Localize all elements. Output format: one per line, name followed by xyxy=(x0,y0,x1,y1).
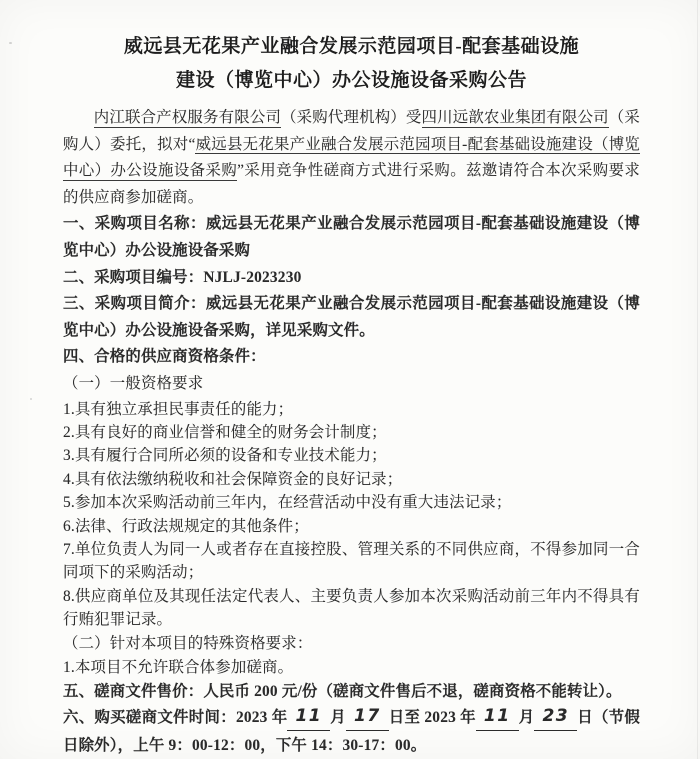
text-run: 3.具有履行合同所必须的设备和专业技术能力； xyxy=(63,447,387,465)
document-title xyxy=(63,30,640,98)
handwritten-number: 11 xyxy=(476,703,519,731)
underlined-text: 四川远歆农业集团有限公司 xyxy=(421,109,609,126)
requirement-2 xyxy=(63,421,640,444)
text-run: 月 xyxy=(518,709,535,727)
scan-speck-icon xyxy=(9,42,12,44)
requirement-3 xyxy=(63,444,640,467)
text-run: （采购代理机构）受 xyxy=(281,109,422,126)
section-2-project-number xyxy=(63,265,640,292)
section-1-project-name xyxy=(63,211,640,264)
text-run: 4.具有依法缴纳税收和社会保障资金的良好记录； xyxy=(63,470,403,488)
requirement-8 xyxy=(63,585,640,632)
special-qualification-heading xyxy=(63,632,640,656)
section-5-document-price xyxy=(63,680,640,704)
text-run: 月 xyxy=(330,709,346,727)
handwritten-number: 23 xyxy=(534,703,577,731)
section-4-qualification xyxy=(63,344,640,371)
text-run: 1.具有独立承担民事责任的能力； xyxy=(63,400,294,418)
general-qualification-heading xyxy=(63,371,640,398)
text-run: 六、购买磋商文件时间：2023 年 xyxy=(63,709,288,727)
text-run: 一、采购项目名称：威远县无花果产业融合发展示范园项目-配套基础设施建设（博览中心）办公设施设备采购 xyxy=(63,215,640,259)
text-run: 6.法律、行政法规规定的其他条件； xyxy=(63,517,309,535)
requirement-6 xyxy=(63,515,640,538)
title-line-2: 建设（博览中心）办公设施设备采购公告 xyxy=(175,70,527,91)
text-run: （采购人）委托，拟对“ xyxy=(63,109,640,153)
text-run: 五、磋商文件售价：人民币 200 元/份（磋商文件售后不退，磋商资格不能转让）。 xyxy=(63,683,622,700)
text-run: 2.具有良好的商业信誉和健全的财务会计制度； xyxy=(63,423,387,441)
section-6-purchase-time xyxy=(63,704,640,759)
requirement-1 xyxy=(63,398,640,421)
title-line-1: 威远县无花果产业融合发展示范园项目-配套基础设施 xyxy=(123,36,580,57)
text-run: 1.本项目不允许联合体参加磋商。 xyxy=(63,658,294,676)
text-run: 日至 2023 年 xyxy=(388,709,476,727)
scan-speck-icon xyxy=(30,398,32,400)
intro-paragraph xyxy=(63,105,640,211)
text-run: （一）一般资格要求 xyxy=(63,374,204,392)
text-run: （二）针对本项目的特殊资格要求： xyxy=(63,634,313,652)
text-run: ”采用竞争性磋商方式进行采购。兹邀请符合本次采购要求的供应商参加磋商。 xyxy=(63,162,640,206)
text-run: 7.单位负责人为同一人或者存在直接控股、管理关系的不同供应商，不得参加同一合同项下的采购活动； xyxy=(63,540,640,582)
text-run: 8.供应商单位及其现任法定代表人、主要负责人参加本次采购活动前三年内不得具有行贿犯罪记录。 xyxy=(63,587,640,629)
underlined-text: 内江联合产权服务有限公司 xyxy=(93,109,282,126)
handwritten-number: 17 xyxy=(346,703,389,731)
text-run: 日（节假日除外），上午 9：00-12：00，下午 14：30-17：00。 xyxy=(63,709,641,755)
section-3-project-brief xyxy=(63,291,640,344)
text-run: 三、采购项目简介：威远县无花果产业融合发展示范园项目-配套基础设施建设（博览中心）办公设施设备采购，详见采购文件。 xyxy=(63,295,640,339)
underlined-text: 威远县无花果产业融合发展示范园项目-配套基础设施建设（博览中心）办公设施设备采购 xyxy=(63,135,640,180)
requirement-4 xyxy=(63,468,640,491)
requirement-5 xyxy=(63,491,640,514)
handwritten-number: 11 xyxy=(287,703,330,731)
special-requirement-1 xyxy=(63,656,640,680)
text-run: 四、合格的供应商资格条件： xyxy=(63,348,266,366)
requirement-7 xyxy=(63,538,640,585)
text-run: 二、采购项目编号：NJLJ-2023230 xyxy=(63,268,302,286)
document-body xyxy=(63,105,640,759)
text-run: 5.参加本次采购活动前三年内，在经营活动中没有重大违法记录； xyxy=(63,494,512,512)
